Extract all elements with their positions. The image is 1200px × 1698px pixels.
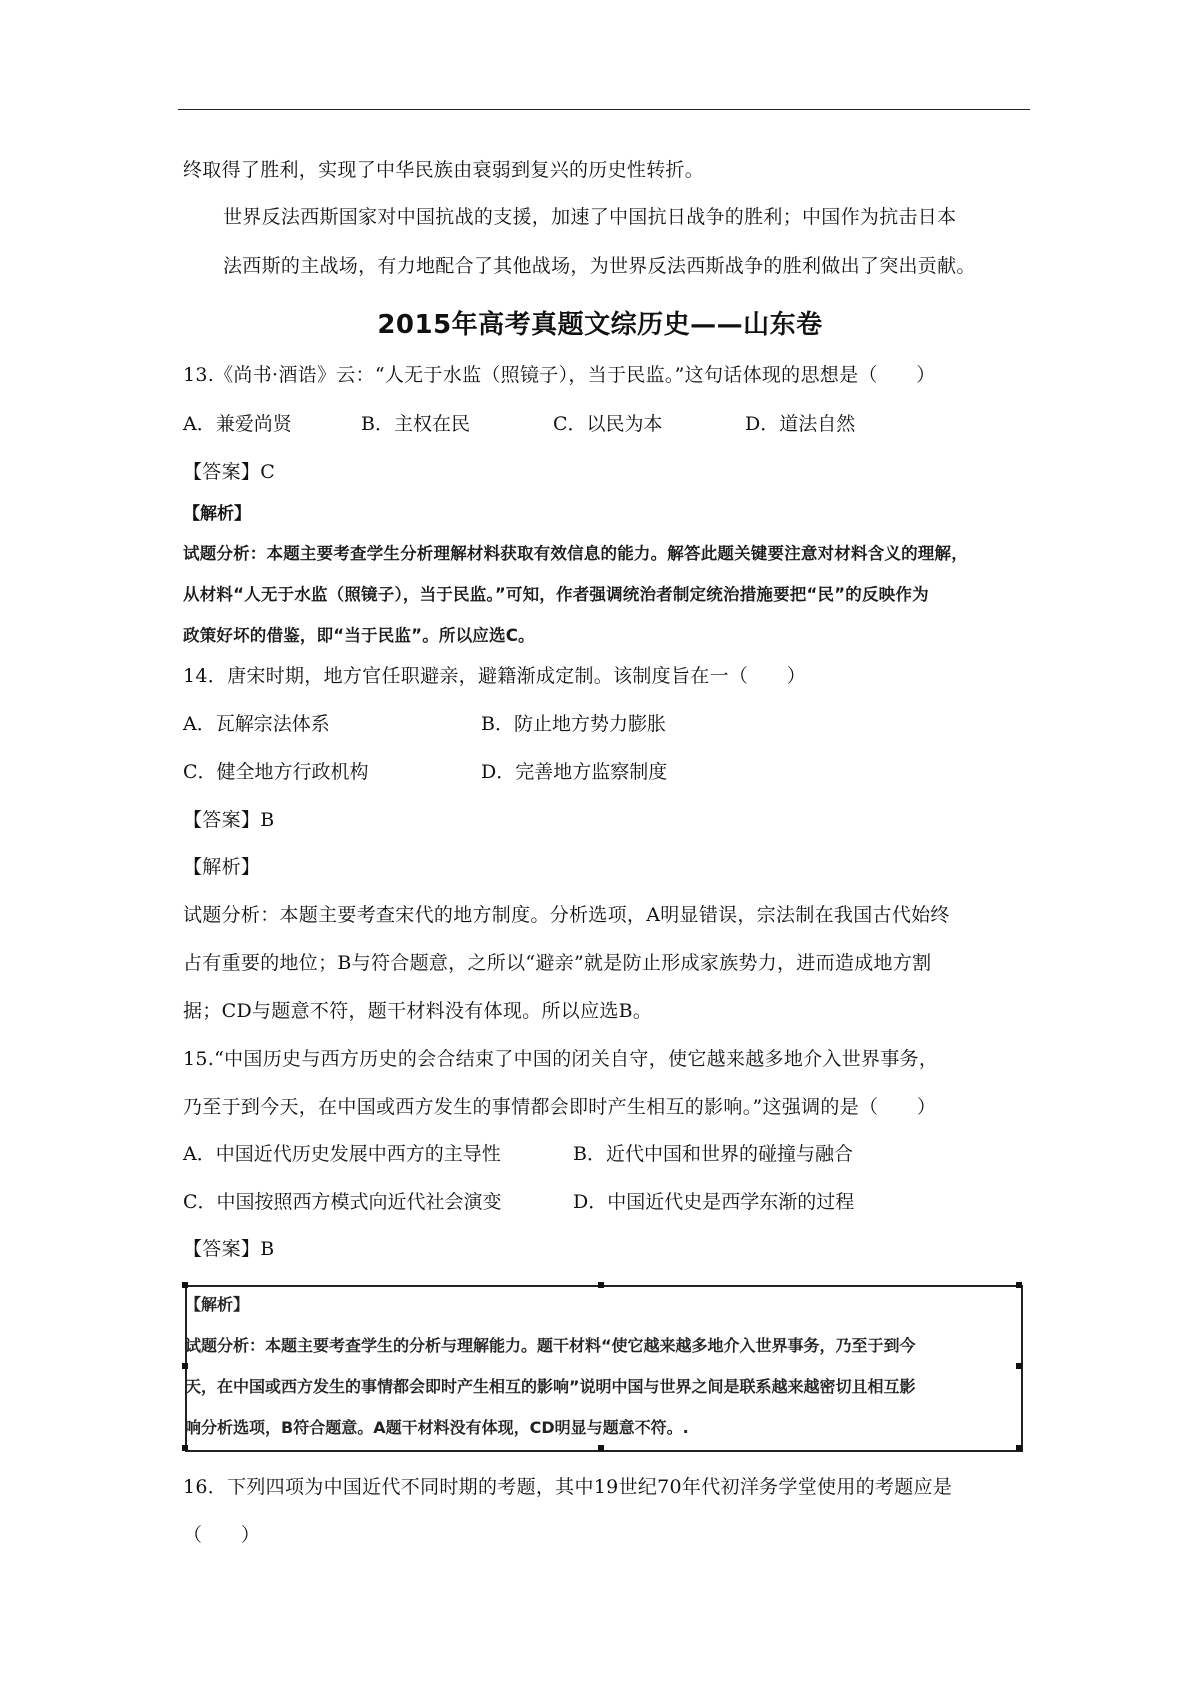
q13-option-d: D．道法自然 xyxy=(745,413,856,435)
q15-answer: 【答案】B xyxy=(183,1238,275,1260)
q14-analysis-line: 试题分析：本题主要考查宋代的地方制度。分析选项，A明显错误，宗法制在我国古代始终 xyxy=(183,904,950,926)
q15-option-a: A．中国近代历史发展中西方的主导性 xyxy=(183,1143,501,1165)
resize-handle[interactable] xyxy=(1016,1445,1022,1451)
resize-handle[interactable] xyxy=(598,1282,604,1288)
page-title: 2015年高考真题文综历史——山东卷 xyxy=(377,310,823,340)
question-15-stem: 乃至于到今天，在中国或西方发生的事情都会即时产生相互的影响。”这强调的是（ ） xyxy=(183,1096,937,1118)
resize-handle[interactable] xyxy=(598,1445,604,1451)
q15-option-d: D．中国近代史是西学东渐的过程 xyxy=(573,1191,855,1213)
q15-analysis-line: 天，在中国或西方发生的事情都会即时产生相互的影响”说明中国与世界之间是联系越来越密切且相互影 xyxy=(185,1377,916,1396)
q14-option-c: C．健全地方行政机构 xyxy=(183,761,369,783)
resize-handle[interactable] xyxy=(1016,1363,1022,1369)
q13-option-c: C．以民为本 xyxy=(553,413,663,435)
resize-handle[interactable] xyxy=(182,1363,188,1369)
q13-analysis-line: 试题分析：本题主要考查学生分析理解材料获取有效信息的能力。解答此题关键要注意对材料含义的理解， xyxy=(183,544,968,563)
q14-answer: 【答案】B xyxy=(183,809,275,831)
q13-option-b: B．主权在民 xyxy=(361,413,470,435)
resize-handle[interactable] xyxy=(182,1445,188,1451)
header-rule xyxy=(178,109,1030,110)
q15-analysis-line: 响分析选项，B符合题意。A题干材料没有体现，CD明显与题意不符。. xyxy=(185,1418,689,1437)
question-15-stem: 15.“中国历史与西方历史的会合结束了中国的闭关自守，使它越来越多地介入世界事务， xyxy=(183,1048,939,1070)
q14-analysis-line: 占有重要的地位；B与符合题意，之所以“避亲”就是防止形成家族势力，进而造成地方割 xyxy=(183,952,932,974)
q15-option-c: C．中国按照西方模式向近代社会演变 xyxy=(183,1191,502,1213)
resize-handle[interactable] xyxy=(182,1282,188,1288)
q13-option-a: A．兼爱尚贤 xyxy=(183,413,292,435)
intro-line: 终取得了胜利，实现了中华民族由衰弱到复兴的历史性转折。 xyxy=(183,159,705,181)
q14-option-a: A．瓦解宗法体系 xyxy=(183,713,330,735)
q14-option-d: D．完善地方监察制度 xyxy=(481,761,668,783)
q15-analysis-line: 试题分析：本题主要考查学生的分析与理解能力。题干材料“使它越来越多地介入世界事务，乃至于到今 xyxy=(185,1336,916,1355)
q13-analysis-line: 政策好坏的借鉴，即“当于民监”。所以应选C。 xyxy=(183,626,535,645)
question-14-stem: 14．唐宋时期，地方官任职避亲，避籍渐成定制。该制度旨在一（ ） xyxy=(183,665,807,687)
question-13-stem: 13.《尚书·酒诰》云：“人无于水监（照镜子），当于民监。”这句话体现的思想是（ ） xyxy=(183,364,936,386)
intro-line: 法西斯的主战场，有力地配合了其他战场，为世界反法西斯战争的胜利做出了突出贡献。 xyxy=(223,255,976,277)
question-16-stem: （ ） xyxy=(183,1524,261,1546)
intro-line: 世界反法西斯国家对中国抗战的支援，加速了中国抗日战争的胜利；中国作为抗击日本 xyxy=(223,206,957,228)
q14-analysis-heading: 【解析】 xyxy=(183,856,261,878)
q14-analysis-line: 据；CD与题意不符，题干材料没有体现。所以应选B。 xyxy=(183,1000,653,1022)
question-16-stem: 16．下列四项为中国近代不同时期的考题，其中19世纪70年代初洋务学堂使用的考题应是 xyxy=(183,1476,953,1498)
resize-handle[interactable] xyxy=(1016,1282,1022,1288)
q13-analysis-heading: 【解析】 xyxy=(183,504,251,524)
q13-analysis-line: 从材料“人无于水监（照镜子），当于民监。”可知，作者强调统治者制定统治措施要把“民”的反映作为 xyxy=(183,585,929,604)
q15-option-b: B．近代中国和世界的碰撞与融合 xyxy=(573,1143,853,1165)
q13-answer: 【答案】C xyxy=(183,461,276,483)
q15-analysis-heading: 【解析】 xyxy=(185,1295,250,1314)
q14-option-b: B．防止地方势力膨胀 xyxy=(481,713,666,735)
